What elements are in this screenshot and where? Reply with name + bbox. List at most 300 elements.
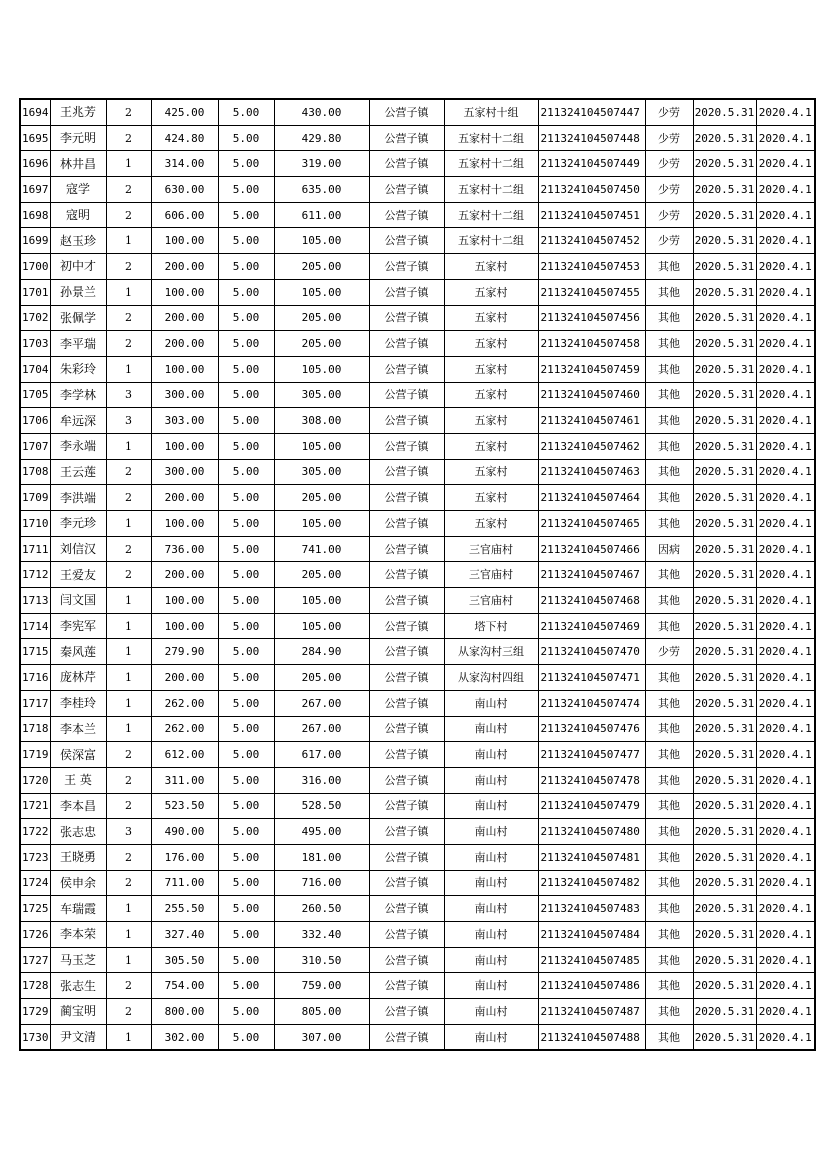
category-cell: 其他 [645, 947, 693, 973]
name-cell: 张志生 [50, 973, 106, 999]
serial-number-cell: 1702 [20, 305, 50, 331]
start-date-cell: 2020.4.1 [756, 690, 815, 716]
extra-amount-cell: 5.00 [218, 485, 274, 511]
town-cell: 公营子镇 [369, 331, 444, 357]
table-row [20, 228, 815, 254]
end-date-cell: 2020.5.31 [693, 973, 756, 999]
name-cell: 李本兰 [50, 716, 106, 742]
id-number-cell: 211324104507453 [538, 254, 645, 280]
town-cell: 公营子镇 [369, 433, 444, 459]
table-row [20, 639, 815, 665]
start-date-cell: 2020.4.1 [756, 947, 815, 973]
village-cell: 南山村 [444, 947, 538, 973]
serial-number-cell: 1706 [20, 408, 50, 434]
aid-amount-cell: 606.00 [151, 202, 218, 228]
serial-number-cell: 1705 [20, 382, 50, 408]
id-number-cell: 211324104507488 [538, 1024, 645, 1050]
serial-number-cell: 1717 [20, 690, 50, 716]
extra-amount-cell: 5.00 [218, 947, 274, 973]
town-cell: 公营子镇 [369, 896, 444, 922]
start-date-cell: 2020.4.1 [756, 177, 815, 203]
extra-amount-cell: 5.00 [218, 613, 274, 639]
total-amount-cell: 759.00 [274, 973, 369, 999]
start-date-cell: 2020.4.1 [756, 254, 815, 280]
table-row [20, 279, 815, 305]
household-size-cell: 2 [106, 202, 151, 228]
village-cell: 五家村 [444, 459, 538, 485]
village-cell: 三官庙村 [444, 536, 538, 562]
household-size-cell: 2 [106, 999, 151, 1025]
table-row [20, 382, 815, 408]
serial-number-cell: 1708 [20, 459, 50, 485]
town-cell: 公营子镇 [369, 999, 444, 1025]
extra-amount-cell: 5.00 [218, 382, 274, 408]
start-date-cell: 2020.4.1 [756, 356, 815, 382]
village-cell: 三官庙村 [444, 562, 538, 588]
village-cell: 五家村 [444, 511, 538, 537]
total-amount-cell: 430.00 [274, 99, 369, 125]
total-amount-cell: 267.00 [274, 716, 369, 742]
category-cell: 其他 [645, 356, 693, 382]
id-number-cell: 211324104507471 [538, 665, 645, 691]
town-cell: 公营子镇 [369, 742, 444, 768]
town-cell: 公营子镇 [369, 279, 444, 305]
end-date-cell: 2020.5.31 [693, 665, 756, 691]
end-date-cell: 2020.5.31 [693, 99, 756, 125]
extra-amount-cell: 5.00 [218, 536, 274, 562]
aid-amount-cell: 311.00 [151, 767, 218, 793]
household-size-cell: 2 [106, 485, 151, 511]
town-cell: 公营子镇 [369, 536, 444, 562]
town-cell: 公营子镇 [369, 511, 444, 537]
serial-number-cell: 1722 [20, 819, 50, 845]
id-number-cell: 211324104507476 [538, 716, 645, 742]
name-cell: 王云莲 [50, 459, 106, 485]
name-cell: 李元珍 [50, 511, 106, 537]
total-amount-cell: 105.00 [274, 511, 369, 537]
extra-amount-cell: 5.00 [218, 356, 274, 382]
household-size-cell: 1 [106, 228, 151, 254]
id-number-cell: 211324104507467 [538, 562, 645, 588]
village-cell: 五家村 [444, 408, 538, 434]
end-date-cell: 2020.5.31 [693, 716, 756, 742]
household-size-cell: 1 [106, 639, 151, 665]
id-number-cell: 211324104507484 [538, 922, 645, 948]
name-cell: 尹文清 [50, 1024, 106, 1050]
aid-amount-cell: 736.00 [151, 536, 218, 562]
total-amount-cell: 267.00 [274, 690, 369, 716]
end-date-cell: 2020.5.31 [693, 485, 756, 511]
total-amount-cell: 316.00 [274, 767, 369, 793]
village-cell: 五家村十二组 [444, 151, 538, 177]
start-date-cell: 2020.4.1 [756, 511, 815, 537]
start-date-cell: 2020.4.1 [756, 485, 815, 511]
total-amount-cell: 181.00 [274, 844, 369, 870]
table-row [20, 870, 815, 896]
total-amount-cell: 284.90 [274, 639, 369, 665]
category-cell: 少劳 [645, 228, 693, 254]
table-row [20, 690, 815, 716]
aid-amount-cell: 612.00 [151, 742, 218, 768]
town-cell: 公营子镇 [369, 690, 444, 716]
serial-number-cell: 1720 [20, 767, 50, 793]
serial-number-cell: 1712 [20, 562, 50, 588]
extra-amount-cell: 5.00 [218, 562, 274, 588]
name-cell: 庞林芹 [50, 665, 106, 691]
category-cell: 少劳 [645, 639, 693, 665]
household-size-cell: 1 [106, 922, 151, 948]
village-cell: 南山村 [444, 716, 538, 742]
start-date-cell: 2020.4.1 [756, 793, 815, 819]
category-cell: 其他 [645, 690, 693, 716]
household-size-cell: 1 [106, 1024, 151, 1050]
category-cell: 其他 [645, 999, 693, 1025]
village-cell: 五家村 [444, 305, 538, 331]
total-amount-cell: 495.00 [274, 819, 369, 845]
end-date-cell: 2020.5.31 [693, 767, 756, 793]
total-amount-cell: 307.00 [274, 1024, 369, 1050]
serial-number-cell: 1714 [20, 613, 50, 639]
total-amount-cell: 305.00 [274, 382, 369, 408]
table-row [20, 408, 815, 434]
end-date-cell: 2020.5.31 [693, 279, 756, 305]
extra-amount-cell: 5.00 [218, 99, 274, 125]
category-cell: 其他 [645, 896, 693, 922]
aid-amount-cell: 490.00 [151, 819, 218, 845]
start-date-cell: 2020.4.1 [756, 433, 815, 459]
village-cell: 南山村 [444, 870, 538, 896]
name-cell: 李学林 [50, 382, 106, 408]
serial-number-cell: 1711 [20, 536, 50, 562]
start-date-cell: 2020.4.1 [756, 999, 815, 1025]
id-number-cell: 211324104507455 [538, 279, 645, 305]
household-size-cell: 2 [106, 973, 151, 999]
name-cell: 王兆芳 [50, 99, 106, 125]
aid-amount-cell: 100.00 [151, 613, 218, 639]
id-number-cell: 211324104507449 [538, 151, 645, 177]
town-cell: 公营子镇 [369, 382, 444, 408]
total-amount-cell: 635.00 [274, 177, 369, 203]
end-date-cell: 2020.5.31 [693, 382, 756, 408]
end-date-cell: 2020.5.31 [693, 408, 756, 434]
id-number-cell: 211324104507447 [538, 99, 645, 125]
household-size-cell: 1 [106, 511, 151, 537]
town-cell: 公营子镇 [369, 151, 444, 177]
extra-amount-cell: 5.00 [218, 1024, 274, 1050]
household-size-cell: 1 [106, 356, 151, 382]
aid-amount-cell: 630.00 [151, 177, 218, 203]
town-cell: 公营子镇 [369, 973, 444, 999]
village-cell: 南山村 [444, 844, 538, 870]
serial-number-cell: 1730 [20, 1024, 50, 1050]
village-cell: 南山村 [444, 973, 538, 999]
end-date-cell: 2020.5.31 [693, 947, 756, 973]
town-cell: 公营子镇 [369, 767, 444, 793]
town-cell: 公营子镇 [369, 639, 444, 665]
name-cell: 赵玉珍 [50, 228, 106, 254]
table-row [20, 819, 815, 845]
table-row [20, 947, 815, 973]
aid-amount-cell: 200.00 [151, 665, 218, 691]
total-amount-cell: 105.00 [274, 228, 369, 254]
category-cell: 少劳 [645, 202, 693, 228]
town-cell: 公营子镇 [369, 562, 444, 588]
serial-number-cell: 1728 [20, 973, 50, 999]
extra-amount-cell: 5.00 [218, 177, 274, 203]
extra-amount-cell: 5.00 [218, 279, 274, 305]
town-cell: 公营子镇 [369, 716, 444, 742]
table-row [20, 588, 815, 614]
category-cell: 其他 [645, 793, 693, 819]
name-cell: 寇明 [50, 202, 106, 228]
town-cell: 公营子镇 [369, 819, 444, 845]
serial-number-cell: 1719 [20, 742, 50, 768]
household-size-cell: 3 [106, 819, 151, 845]
end-date-cell: 2020.5.31 [693, 433, 756, 459]
household-size-cell: 1 [106, 716, 151, 742]
end-date-cell: 2020.5.31 [693, 1024, 756, 1050]
town-cell: 公营子镇 [369, 125, 444, 151]
category-cell: 其他 [645, 331, 693, 357]
extra-amount-cell: 5.00 [218, 819, 274, 845]
end-date-cell: 2020.5.31 [693, 562, 756, 588]
end-date-cell: 2020.5.31 [693, 125, 756, 151]
town-cell: 公营子镇 [369, 844, 444, 870]
serial-number-cell: 1707 [20, 433, 50, 459]
id-number-cell: 211324104507465 [538, 511, 645, 537]
category-cell: 其他 [645, 588, 693, 614]
household-size-cell: 2 [106, 870, 151, 896]
total-amount-cell: 310.50 [274, 947, 369, 973]
village-cell: 南山村 [444, 1024, 538, 1050]
town-cell: 公营子镇 [369, 1024, 444, 1050]
table-row [20, 485, 815, 511]
total-amount-cell: 205.00 [274, 331, 369, 357]
end-date-cell: 2020.5.31 [693, 844, 756, 870]
name-cell: 李元明 [50, 125, 106, 151]
id-number-cell: 211324104507464 [538, 485, 645, 511]
start-date-cell: 2020.4.1 [756, 305, 815, 331]
table-row [20, 459, 815, 485]
serial-number-cell: 1718 [20, 716, 50, 742]
extra-amount-cell: 5.00 [218, 331, 274, 357]
id-number-cell: 211324104507487 [538, 999, 645, 1025]
start-date-cell: 2020.4.1 [756, 382, 815, 408]
town-cell: 公营子镇 [369, 177, 444, 203]
extra-amount-cell: 5.00 [218, 896, 274, 922]
id-number-cell: 211324104507463 [538, 459, 645, 485]
category-cell: 其他 [645, 819, 693, 845]
id-number-cell: 211324104507451 [538, 202, 645, 228]
name-cell: 李洪端 [50, 485, 106, 511]
name-cell: 李本昌 [50, 793, 106, 819]
id-number-cell: 211324104507479 [538, 793, 645, 819]
id-number-cell: 211324104507466 [538, 536, 645, 562]
town-cell: 公营子镇 [369, 665, 444, 691]
table-row [20, 767, 815, 793]
end-date-cell: 2020.5.31 [693, 613, 756, 639]
start-date-cell: 2020.4.1 [756, 588, 815, 614]
category-cell: 少劳 [645, 177, 693, 203]
serial-number-cell: 1726 [20, 922, 50, 948]
recipient-table [19, 98, 816, 1051]
household-size-cell: 2 [106, 254, 151, 280]
aid-amount-cell: 176.00 [151, 844, 218, 870]
table-row [20, 356, 815, 382]
category-cell: 其他 [645, 433, 693, 459]
household-size-cell: 1 [106, 947, 151, 973]
serial-number-cell: 1729 [20, 999, 50, 1025]
household-size-cell: 2 [106, 459, 151, 485]
town-cell: 公营子镇 [369, 99, 444, 125]
start-date-cell: 2020.4.1 [756, 767, 815, 793]
total-amount-cell: 205.00 [274, 305, 369, 331]
aid-amount-cell: 200.00 [151, 305, 218, 331]
aid-amount-cell: 100.00 [151, 511, 218, 537]
town-cell: 公营子镇 [369, 613, 444, 639]
table-row [20, 613, 815, 639]
end-date-cell: 2020.5.31 [693, 639, 756, 665]
total-amount-cell: 332.40 [274, 922, 369, 948]
household-size-cell: 2 [106, 125, 151, 151]
aid-amount-cell: 200.00 [151, 562, 218, 588]
extra-amount-cell: 5.00 [218, 742, 274, 768]
aid-amount-cell: 305.50 [151, 947, 218, 973]
serial-number-cell: 1703 [20, 331, 50, 357]
aid-amount-cell: 279.90 [151, 639, 218, 665]
total-amount-cell: 205.00 [274, 254, 369, 280]
village-cell: 五家村十二组 [444, 228, 538, 254]
name-cell: 李桂玲 [50, 690, 106, 716]
category-cell: 其他 [645, 870, 693, 896]
name-cell: 侯深富 [50, 742, 106, 768]
table-row [20, 1024, 815, 1050]
aid-amount-cell: 314.00 [151, 151, 218, 177]
table-row [20, 511, 815, 537]
table-row [20, 125, 815, 151]
extra-amount-cell: 5.00 [218, 433, 274, 459]
household-size-cell: 1 [106, 279, 151, 305]
id-number-cell: 211324104507452 [538, 228, 645, 254]
household-size-cell: 2 [106, 562, 151, 588]
extra-amount-cell: 5.00 [218, 151, 274, 177]
total-amount-cell: 716.00 [274, 870, 369, 896]
serial-number-cell: 1695 [20, 125, 50, 151]
town-cell: 公营子镇 [369, 228, 444, 254]
village-cell: 五家村 [444, 356, 538, 382]
total-amount-cell: 205.00 [274, 665, 369, 691]
end-date-cell: 2020.5.31 [693, 742, 756, 768]
village-cell: 五家村十二组 [444, 202, 538, 228]
start-date-cell: 2020.4.1 [756, 202, 815, 228]
extra-amount-cell: 5.00 [218, 999, 274, 1025]
id-number-cell: 211324104507462 [538, 433, 645, 459]
total-amount-cell: 260.50 [274, 896, 369, 922]
name-cell: 林井昌 [50, 151, 106, 177]
start-date-cell: 2020.4.1 [756, 922, 815, 948]
start-date-cell: 2020.4.1 [756, 973, 815, 999]
extra-amount-cell: 5.00 [218, 793, 274, 819]
id-number-cell: 211324104507448 [538, 125, 645, 151]
aid-amount-cell: 303.00 [151, 408, 218, 434]
table-row [20, 254, 815, 280]
category-cell: 其他 [645, 279, 693, 305]
household-size-cell: 2 [106, 177, 151, 203]
village-cell: 三官庙村 [444, 588, 538, 614]
town-cell: 公营子镇 [369, 588, 444, 614]
village-cell: 五家村十组 [444, 99, 538, 125]
aid-amount-cell: 302.00 [151, 1024, 218, 1050]
category-cell: 其他 [645, 613, 693, 639]
table-row [20, 922, 815, 948]
aid-amount-cell: 262.00 [151, 690, 218, 716]
name-cell: 朱彩玲 [50, 356, 106, 382]
aid-amount-cell: 255.50 [151, 896, 218, 922]
category-cell: 其他 [645, 665, 693, 691]
table-row [20, 151, 815, 177]
total-amount-cell: 105.00 [274, 433, 369, 459]
category-cell: 其他 [645, 1024, 693, 1050]
household-size-cell: 3 [106, 382, 151, 408]
aid-amount-cell: 711.00 [151, 870, 218, 896]
village-cell: 南山村 [444, 767, 538, 793]
village-cell: 五家村 [444, 279, 538, 305]
town-cell: 公营子镇 [369, 485, 444, 511]
name-cell: 李本荣 [50, 922, 106, 948]
total-amount-cell: 741.00 [274, 536, 369, 562]
household-size-cell: 2 [106, 793, 151, 819]
id-number-cell: 211324104507478 [538, 767, 645, 793]
extra-amount-cell: 5.00 [218, 254, 274, 280]
household-size-cell: 2 [106, 99, 151, 125]
end-date-cell: 2020.5.31 [693, 922, 756, 948]
id-number-cell: 211324104507486 [538, 973, 645, 999]
total-amount-cell: 205.00 [274, 485, 369, 511]
id-number-cell: 211324104507482 [538, 870, 645, 896]
category-cell: 其他 [645, 511, 693, 537]
extra-amount-cell: 5.00 [218, 305, 274, 331]
town-cell: 公营子镇 [369, 254, 444, 280]
town-cell: 公营子镇 [369, 459, 444, 485]
household-size-cell: 2 [106, 844, 151, 870]
total-amount-cell: 205.00 [274, 562, 369, 588]
end-date-cell: 2020.5.31 [693, 511, 756, 537]
serial-number-cell: 1713 [20, 588, 50, 614]
extra-amount-cell: 5.00 [218, 922, 274, 948]
total-amount-cell: 105.00 [274, 613, 369, 639]
name-cell: 李平瑞 [50, 331, 106, 357]
start-date-cell: 2020.4.1 [756, 408, 815, 434]
serial-number-cell: 1709 [20, 485, 50, 511]
total-amount-cell: 105.00 [274, 356, 369, 382]
village-cell: 从家沟村四组 [444, 665, 538, 691]
category-cell: 其他 [645, 973, 693, 999]
table-row [20, 177, 815, 203]
serial-number-cell: 1699 [20, 228, 50, 254]
id-number-cell: 211324104507477 [538, 742, 645, 768]
start-date-cell: 2020.4.1 [756, 99, 815, 125]
table-row [20, 665, 815, 691]
extra-amount-cell: 5.00 [218, 588, 274, 614]
start-date-cell: 2020.4.1 [756, 125, 815, 151]
serial-number-cell: 1701 [20, 279, 50, 305]
extra-amount-cell: 5.00 [218, 202, 274, 228]
aid-amount-cell: 100.00 [151, 228, 218, 254]
household-size-cell: 2 [106, 536, 151, 562]
household-size-cell: 2 [106, 305, 151, 331]
category-cell: 其他 [645, 254, 693, 280]
extra-amount-cell: 5.00 [218, 973, 274, 999]
